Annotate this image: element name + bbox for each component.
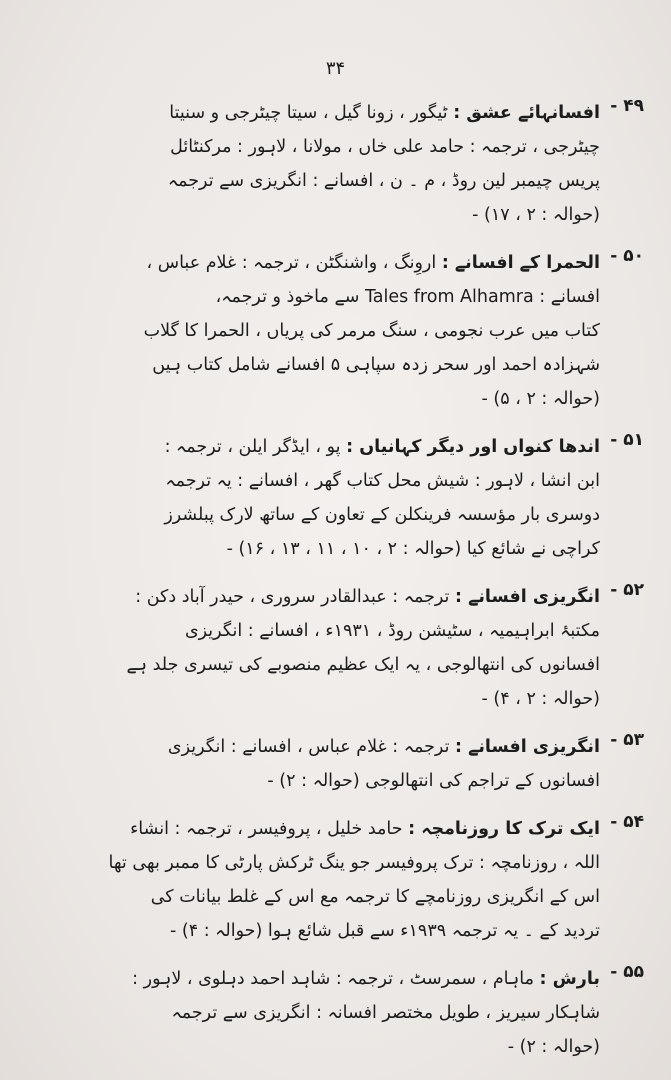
entry-number: ۵۳ - bbox=[610, 730, 644, 750]
entry-line: افسانوں کے تراجم کی انتھالوجی (حوالہ : ۲) - bbox=[267, 771, 600, 791]
entry-number: ۵۴ - bbox=[610, 812, 644, 832]
entry-number: ۵۱ - bbox=[610, 430, 644, 450]
entry-line: پریس چیمبر لین روڈ ، م ۔ ن ، افسانے : انگریزی سے ترجمہ bbox=[167, 171, 600, 191]
entry-title: بارش : bbox=[539, 969, 600, 989]
entry-line: افسانوں کی انتھالوجی ، یہ ایک عظیم منصوبے کی تیسری جلد ہے bbox=[126, 655, 600, 675]
entry-number: ۵۰ - bbox=[610, 246, 644, 266]
entry-line: (حوالہ : ۲ ، ۵) - bbox=[481, 389, 600, 409]
entry-52 bbox=[70, 580, 644, 716]
entry-49 bbox=[70, 96, 644, 232]
entry-line: کراچی نے شائع کیا (حوالہ : ۲ ، ۱۰ ، ۱۱ ، ۱۳ ، ۱۶) - bbox=[226, 539, 600, 559]
entry-53 bbox=[70, 730, 644, 798]
entry-line: (حوالہ : ۲) - bbox=[507, 1037, 600, 1057]
entry-text: اروِنگ ، واشنگٹن ، ترجمہ : غلام عباس ، bbox=[146, 253, 437, 273]
entry-50 bbox=[70, 246, 644, 416]
entry-title: انگریزی افسانے : bbox=[455, 587, 600, 607]
entry-title: افسانہائے عشق : bbox=[453, 103, 600, 123]
entry-text: ترجمہ : غلام عباس ، افسانے : انگریزی bbox=[167, 737, 450, 757]
entry-51 bbox=[70, 430, 644, 566]
entry-title: ایک ترک کا روزنامچہ : bbox=[408, 819, 600, 839]
entry-title: اندھا کنواں اور دیگر کہانیاں : bbox=[346, 437, 600, 457]
entry-line bbox=[70, 580, 600, 614]
entry-line bbox=[70, 962, 600, 996]
entry-55 bbox=[70, 962, 644, 1064]
entry-line: شہزادہ احمد اور سحر زدہ سپاہی ۵ افسانے شامل کتاب ہیں bbox=[152, 355, 600, 375]
entry-line: شاہکار سیریز ، طویل مختصر افسانہ : انگریزی سے ترجمہ bbox=[171, 1003, 600, 1023]
page-number: ۳۴ bbox=[325, 58, 346, 79]
entry-line: مکتبۂ ابراہیمیہ ، سٹیشن روڈ ، ۱۹۳۱ء ، افسانے : انگریزی bbox=[184, 621, 600, 641]
entry-title: انگریزی افسانے : bbox=[455, 737, 600, 757]
entry-line: چیٹرجی ، ترجمہ : حامد علی خاں ، مولانا ، لاہور : مرکنٹائل bbox=[170, 137, 600, 157]
entry-line: تردید کے ۔ یہ ترجمہ ۱۹۳۹ء سے قبل شائع ہوا (حوالہ : ۴) - bbox=[170, 921, 600, 941]
entry-text: ترجمہ : عبدالقادر سروری ، حیدر آباد دکن : bbox=[135, 587, 450, 607]
entry-line: (حوالہ : ۲ ، ۴) - bbox=[481, 689, 600, 709]
entry-line: اللہ ، روزنامچہ : ترک پروفیسر جو ینگ ٹرکش پارٹی کا ممبر بھی تھا bbox=[108, 853, 600, 873]
entry-line bbox=[70, 246, 600, 280]
entry-number: ۵۲ - bbox=[610, 580, 644, 600]
entry-line bbox=[70, 812, 600, 846]
entry-text: پو ، ایڈگر ایلن ، ترجمہ : bbox=[164, 437, 341, 457]
entry-text: ماہام ، سمرسٹ ، ترجمہ : شاہد احمد دہلوی ، لاہور : bbox=[132, 969, 534, 989]
entry-title: الحمرا کے افسانے : bbox=[441, 253, 600, 273]
entry-line bbox=[70, 730, 600, 764]
entry-line: ابن انشا ، لاہور : شیش محل کتاب گھر ، افسانے : یہ ترجمہ bbox=[165, 471, 600, 491]
entry-line: افسانے : Tales from Alhamra سے ماخوذ و ترجمہ، bbox=[215, 287, 600, 307]
entry-number: ۵۵ - bbox=[610, 962, 644, 982]
entry-line bbox=[70, 96, 600, 130]
entry-line: کتاب میں عرب نجومی ، سنگ مرمر کی پریاں ، الحمرا کا گلاب bbox=[143, 321, 600, 341]
entry-text: ٹیگور ، زونا گیل ، سیتا چیٹرجی و سنیتا bbox=[169, 103, 448, 123]
entry-line: دوسری بار مؤسسہ فرینکلن کے تعاون کے ساتھ لارک پبلشرز bbox=[164, 505, 600, 525]
entry-number: ۴۹ - bbox=[610, 96, 644, 116]
entry-list bbox=[70, 96, 644, 1078]
entry-54 bbox=[70, 812, 644, 948]
entry-line bbox=[70, 430, 600, 464]
entry-text: حامد خلیل ، پروفیسر ، ترجمہ : انشاء bbox=[130, 819, 403, 839]
entry-line: (حوالہ : ۲ ، ۱۷) - bbox=[472, 205, 600, 225]
entry-line: اس کے انگریزی روزنامچے کا ترجمہ مع اس کے غلط بیانات کی bbox=[150, 887, 600, 907]
